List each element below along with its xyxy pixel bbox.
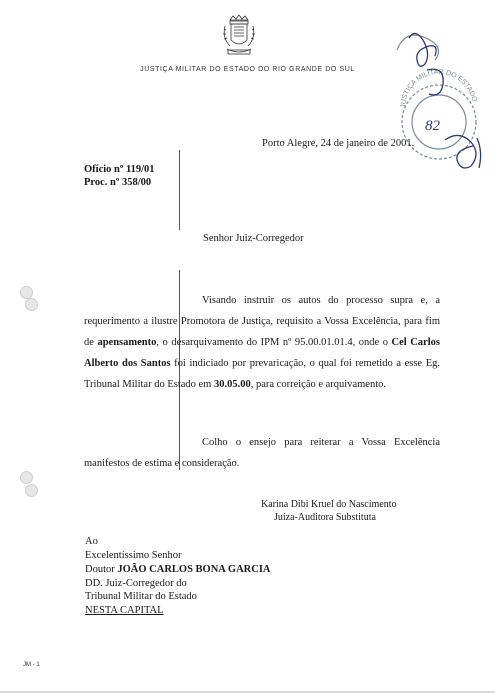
- paragraph1-text-4: , para correição e arquivamento.: [250, 379, 386, 390]
- recipient-line-role: DD. Juiz-Corregedor do: [85, 578, 187, 589]
- paragraph1-bold-name: Cel Carlos Alberto dos Santos: [84, 337, 440, 369]
- paragraph1-text-2: , o desarquivamento do IPM nº 95.00.01.01.4, onde o: [156, 337, 392, 348]
- form-code: JM - 1: [23, 662, 40, 668]
- oficio-number: Ofício nº 119/01: [84, 164, 155, 175]
- recipient-line-honorific: Excelentíssimo Senhor: [85, 550, 182, 561]
- stamp-number: 82: [425, 118, 440, 134]
- paragraph1-bold-apensamento: apensamento: [97, 337, 157, 348]
- recipient-line-court: Tribunal Militar do Estado: [85, 591, 197, 602]
- court-stamp-icon: [385, 20, 495, 180]
- recipient-name: JOÃO CARLOS BONA GARCIA: [117, 564, 271, 575]
- paragraph1-bold-date: 30.05.00: [213, 379, 251, 390]
- punch-hole: [25, 484, 38, 497]
- scan-edge: [0, 691, 495, 693]
- paragraph1-text-3: foi indiciado por prevaricação, o qual foi remetido a esse Eg. Tribunal Militar do Estado em: [84, 358, 440, 390]
- recipient-line-city: NESTA CAPITAL: [85, 605, 164, 616]
- date-line: Porto Alegre, 24 de janeiro de 2001.: [262, 138, 415, 149]
- recipient-line-name: [85, 564, 271, 575]
- punch-hole: [20, 471, 33, 484]
- signature-name: Karina Dibi Kruel do Nascimento: [261, 499, 397, 510]
- paragraph1-text-1: Visando instruir os autos do processo supra e, a requerimento a ilustre Promotora de Justiça, requisito a Vossa Excelência, para fim de: [84, 295, 440, 348]
- signature-title: Juíza-Auditora Substituta: [274, 512, 376, 523]
- recipient-title: Doutor: [85, 564, 118, 575]
- punch-hole: [25, 298, 38, 311]
- margin-line-upper: [179, 150, 180, 230]
- body-paragraph-1: [84, 290, 440, 395]
- salutation: Senhor Juiz-Corregedor: [203, 233, 304, 244]
- recipient-line-ao: Ao: [85, 536, 98, 547]
- institution-header: JUSTIÇA MILITAR DO ESTADO DO RIO GRANDE DO SUL: [140, 66, 355, 73]
- process-number: Proc. nº 358/00: [84, 177, 152, 188]
- coat-of-arms-icon: [221, 14, 257, 58]
- svg-text:JUSTIÇA MILITAR DO ESTADO: [400, 69, 478, 108]
- body-paragraph-2: [84, 432, 440, 474]
- stamp-ring-text: JUSTIÇA MILITAR DO ESTADO: [399, 68, 478, 109]
- paragraph2-text: Colho o ensejo para reiterar a Vossa Excelência manifestos de estima e consideração.: [84, 437, 440, 469]
